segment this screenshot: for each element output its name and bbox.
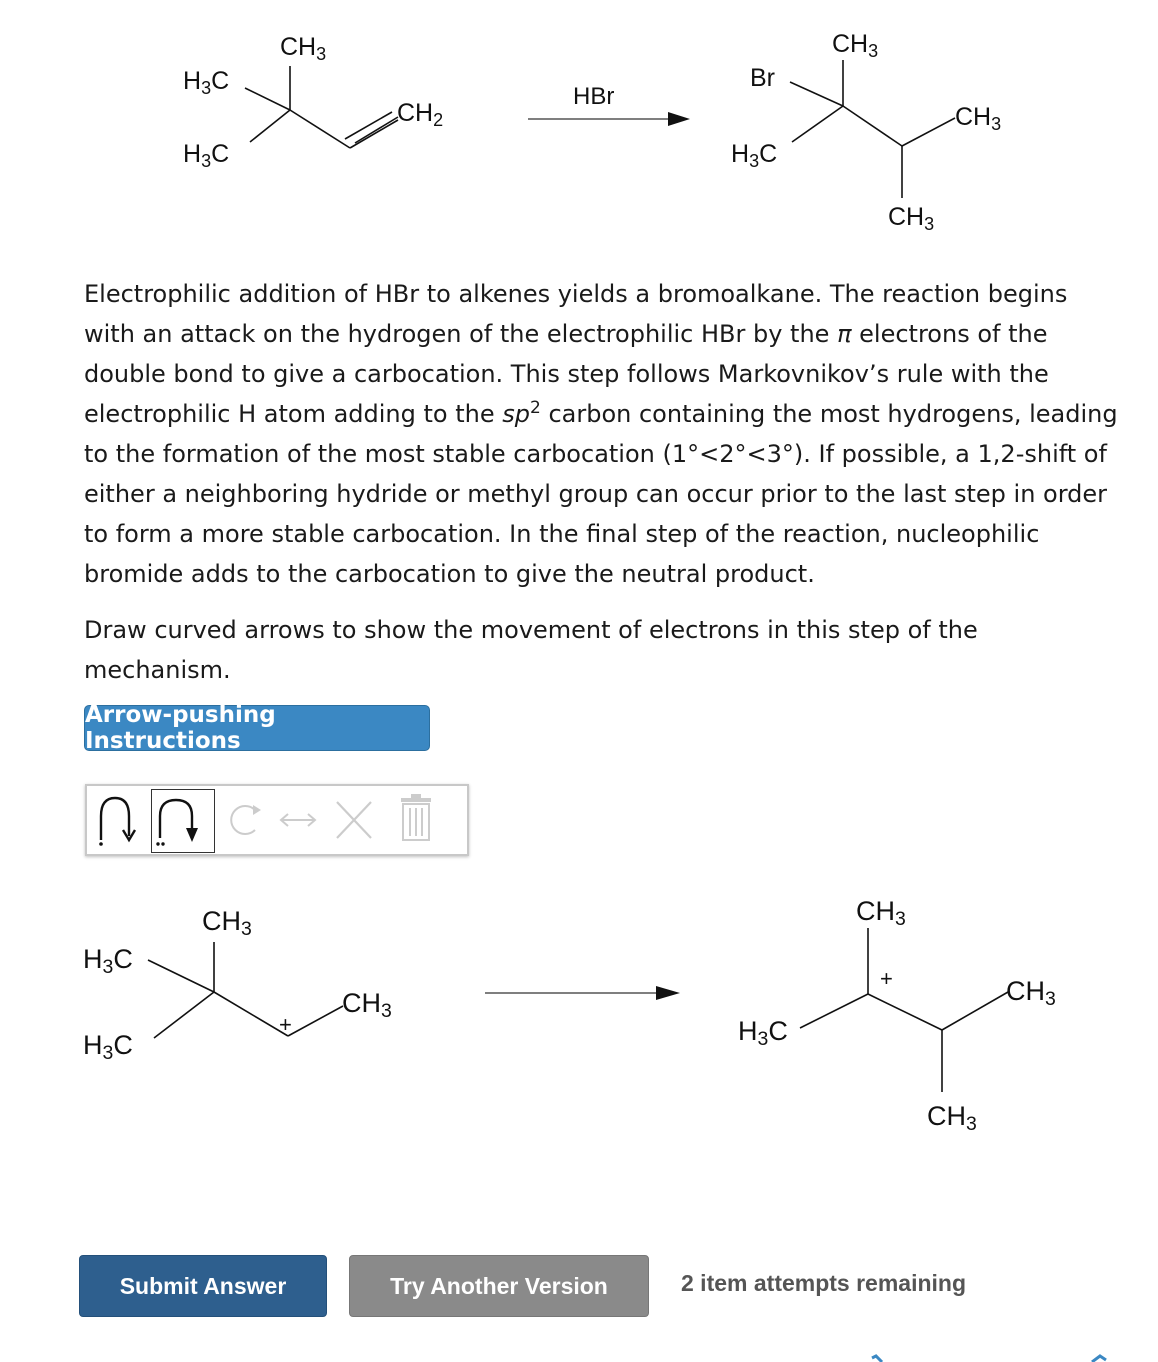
- mech-reactant-ch3-top: CH3: [202, 906, 252, 940]
- trash-icon[interactable]: [387, 786, 447, 854]
- reactant-ch2: $CH_2$: [397, 99, 444, 130]
- mech-reactant-ch3-right: CH3: [342, 988, 392, 1022]
- bottom-chevrons: [860, 1350, 1120, 1362]
- ring-arrow-icon[interactable]: [221, 786, 271, 854]
- product-ch3-bottom: $CH_3$: [888, 203, 935, 234]
- product-br: Br: [750, 64, 775, 92]
- mech-reactant-h3c-lower: H3C: [83, 1030, 133, 1064]
- mech-product-h3c: H3C: [738, 1016, 788, 1050]
- mech-reactant-plus: +: [279, 1012, 292, 1037]
- reagent-hbr: HBr: [573, 83, 615, 110]
- top-reaction-scheme: [0, 0, 1158, 250]
- attempts-remaining-status: 2 item attempts remaining: [681, 1270, 967, 1296]
- chevron-left-icon: [872, 1356, 882, 1362]
- submit-answer-button[interactable]: Submit Answer: [79, 1255, 327, 1317]
- product-ch3-right: $CH_3$: [955, 103, 1002, 134]
- single-electron-arrow-icon[interactable]: [93, 786, 149, 854]
- chevron-right-icon: [1092, 1356, 1106, 1362]
- mech-product-ch3-bottom: CH3: [927, 1101, 977, 1135]
- mechanism-canvas[interactable]: [0, 880, 1158, 1210]
- delete-x-icon[interactable]: [327, 786, 383, 854]
- reaction-arrow-head-top: [668, 112, 690, 126]
- product-h3c: $H_3C$: [731, 140, 778, 171]
- resonance-arrow-icon[interactable]: [271, 786, 325, 854]
- arrow-toolbar: [85, 784, 469, 856]
- try-another-version-button[interactable]: Try Another Version: [349, 1255, 649, 1317]
- reactant-h3c-upper: $H_3C$: [183, 67, 230, 98]
- electron-pair-arrow-icon[interactable]: [151, 789, 215, 853]
- product-ch3-top: $CH_3$: [832, 30, 879, 61]
- mech-product-ch3-right: CH3: [1006, 976, 1056, 1010]
- reactant-ch3-top: $CH_3$: [280, 33, 327, 64]
- mech-reactant-h3c-upper: H3C: [83, 944, 133, 978]
- instruction-paragraph: Draw curved arrows to show the movement of electrons in this step of the mechanism.: [84, 616, 978, 684]
- reactant-h3c-lower: $H_3C$: [183, 140, 230, 171]
- arrow-pushing-instructions-button[interactable]: Arrow-pushing Instructions: [84, 705, 430, 751]
- description-paragraph: Electrophilic addition of HBr to alkenes yields a bromoalkane. The reaction begins with an attack on the hydrogen of the electrophilic HBr by the π electrons of the double bond to give a carbocation. This step follows Markovnikov’s rule with the electrophilic H atom adding to the $sp^2$ carbon containing the most hydrogens, leading to the formation of the most stable carbocation (1°<2°<3°). If possible, a 1,2-shift of either a neighboring hydride or methyl group can occur prior to the last step in order to form a more stable carbocation. In the final step of the reaction, nucleophilic bromide adds to the carbocation to give the neutral product.: [84, 280, 1118, 588]
- mech-product-ch3-top: CH3: [856, 896, 906, 930]
- reaction-arrow-head-mechanism: [656, 986, 680, 1000]
- mech-product-plus: +: [880, 966, 893, 991]
